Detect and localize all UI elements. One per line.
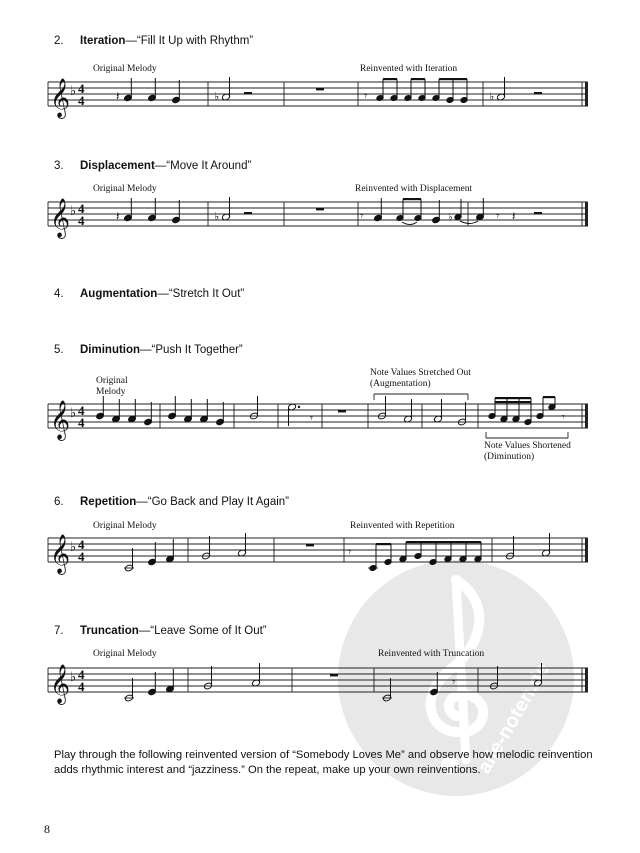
svg-text:𝄞: 𝄞 bbox=[50, 400, 71, 440]
section-subtitle: —“Fill It Up with Rhythm” bbox=[125, 35, 254, 47]
svg-text:4: 4 bbox=[78, 213, 85, 228]
section-number: 4. bbox=[54, 288, 64, 300]
section-number: 3. bbox=[54, 160, 64, 172]
label-reinvented: Reinvented with Displacement bbox=[355, 184, 473, 194]
label-diminution: (Diminution) bbox=[484, 452, 535, 462]
section-term: Iteration bbox=[80, 35, 126, 47]
label-reinvented: Reinvented with Repetition bbox=[350, 521, 455, 531]
svg-text:4: 4 bbox=[78, 201, 85, 216]
svg-text:𝄾: 𝄾 bbox=[562, 412, 565, 423]
svg-text:𝄾: 𝄾 bbox=[310, 412, 313, 425]
section-term: Displacement bbox=[80, 160, 155, 172]
label-original-melody: Original Melody bbox=[93, 521, 157, 531]
svg-text:♭: ♭ bbox=[70, 540, 77, 555]
music-staff-displacement bbox=[48, 190, 596, 240]
svg-text:♭: ♭ bbox=[448, 212, 453, 223]
section-heading-displacement bbox=[54, 160, 251, 172]
section-number: 6. bbox=[54, 496, 64, 508]
section-number: 7. bbox=[54, 625, 64, 637]
label-reinvented: Reinvented with Iteration bbox=[360, 64, 458, 74]
instruction-paragraph: Play through the following reinvented version of “Somebody Loves Me” and observe how melodic reinvention adds rhythmic interest and “jazziness.” On the repeat, make up your own reinventions. bbox=[54, 749, 593, 776]
section-subtitle: —“Push It Together” bbox=[140, 344, 243, 356]
label-augmentation: (Augmentation) bbox=[370, 379, 431, 389]
svg-text:𝄾: 𝄾 bbox=[452, 675, 456, 689]
label-melody: Melody bbox=[96, 387, 126, 397]
section-term: Diminution bbox=[80, 344, 141, 356]
svg-text:4: 4 bbox=[78, 81, 85, 96]
svg-text:4: 4 bbox=[78, 667, 85, 682]
section-term: Repetition bbox=[80, 496, 137, 508]
section-heading-truncation bbox=[54, 625, 267, 637]
svg-text:♭: ♭ bbox=[70, 670, 77, 685]
section-term: Truncation bbox=[80, 625, 139, 637]
svg-text:𝄾: 𝄾 bbox=[348, 545, 352, 559]
svg-text:♭: ♭ bbox=[489, 90, 495, 103]
music-staff-repetition bbox=[48, 526, 596, 578]
svg-text:𝄽: 𝄽 bbox=[116, 209, 120, 223]
svg-text:4: 4 bbox=[78, 679, 85, 694]
svg-text:4: 4 bbox=[78, 549, 85, 564]
watermark-text: alle-noten.de bbox=[473, 659, 555, 778]
svg-text:𝄾: 𝄾 bbox=[364, 89, 368, 103]
label-original-melody: Original Melody bbox=[93, 649, 157, 659]
svg-text:𝄞: 𝄞 bbox=[50, 664, 71, 704]
section-subtitle: —“Leave Some of It Out” bbox=[138, 625, 267, 637]
label-reinvented: Reinvented with Truncation bbox=[378, 649, 485, 659]
svg-text:♭: ♭ bbox=[214, 90, 220, 103]
svg-text:♭: ♭ bbox=[70, 406, 77, 421]
svg-text:𝄞: 𝄞 bbox=[50, 534, 71, 574]
label-diminution-desc: Note Values Shortened bbox=[484, 441, 571, 451]
page-number: 8 bbox=[44, 822, 50, 836]
section-subtitle: —“Stretch It Out” bbox=[157, 288, 245, 300]
svg-text:𝄞: 𝄞 bbox=[50, 198, 71, 238]
section-number: 2. bbox=[54, 35, 64, 47]
section-heading-diminution bbox=[54, 344, 243, 356]
svg-text:𝄾: 𝄾 bbox=[496, 209, 500, 223]
section-subtitle: —“Go Back and Play It Again” bbox=[136, 496, 290, 508]
label-original: Original bbox=[96, 376, 128, 386]
svg-text:𝄽: 𝄽 bbox=[512, 209, 516, 223]
music-staff-iteration bbox=[48, 70, 596, 120]
section-term: Augmentation bbox=[80, 288, 158, 300]
music-staff-truncation bbox=[48, 656, 596, 708]
section-subtitle: —“Move It Around” bbox=[154, 160, 252, 172]
section-heading-repetition bbox=[54, 496, 289, 508]
svg-text:♭: ♭ bbox=[214, 210, 220, 223]
svg-text:𝄞: 𝄞 bbox=[50, 78, 71, 118]
svg-text:♭: ♭ bbox=[70, 84, 77, 99]
section-heading-iteration bbox=[54, 35, 253, 47]
svg-text:𝄾: 𝄾 bbox=[360, 209, 364, 223]
svg-text:𝄽: 𝄽 bbox=[116, 89, 120, 103]
label-original-melody: Original Melody bbox=[93, 184, 157, 194]
label-augmentation-desc: Note Values Stretched Out bbox=[370, 368, 471, 378]
music-staff-diminution bbox=[48, 392, 596, 448]
svg-text:4: 4 bbox=[78, 537, 85, 552]
label-original-melody: Original Melody bbox=[93, 64, 157, 74]
svg-text:4: 4 bbox=[78, 415, 85, 430]
svg-text:4: 4 bbox=[78, 93, 85, 108]
section-number: 5. bbox=[54, 344, 64, 356]
section-heading-augmentation bbox=[54, 288, 244, 300]
svg-text:4: 4 bbox=[78, 403, 85, 418]
svg-text:♭: ♭ bbox=[70, 204, 77, 219]
